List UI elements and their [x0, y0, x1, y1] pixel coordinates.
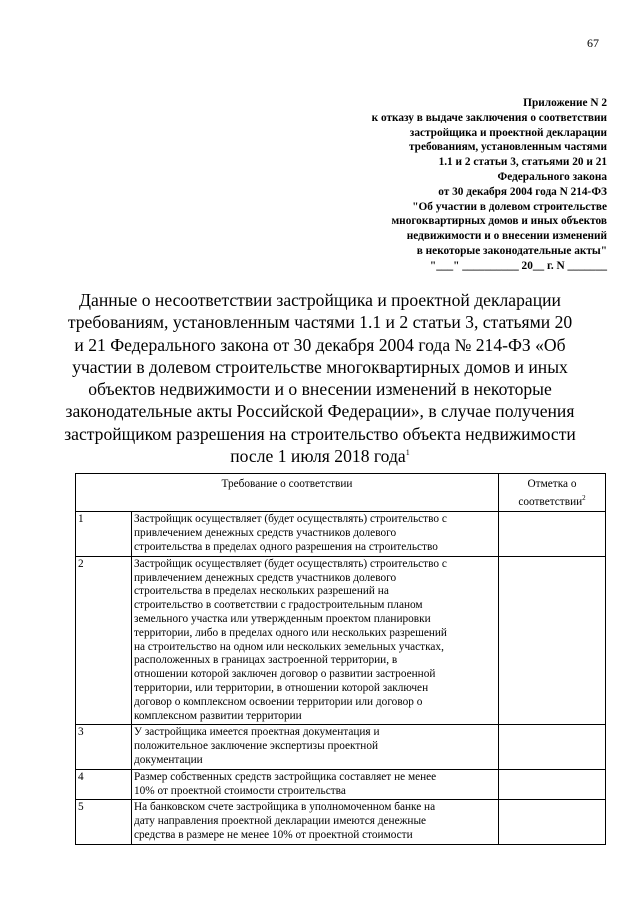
requirement-line: документации: [134, 753, 203, 766]
requirement-line: дату направления проектной декларации имеются денежные: [134, 815, 427, 828]
header-mark-line2: [501, 492, 603, 510]
requirement-line: договор о комплексном освоении территории или договор о: [134, 695, 423, 708]
requirement-line: расположенных в границах застроенной территории, в: [134, 654, 398, 667]
requirement-line: привлечением денежных средств участников долевого: [134, 571, 397, 584]
requirement-line: средства в размере не менее 10% от проектной стоимости: [134, 828, 413, 841]
compliance-mark-cell[interactable]: [499, 800, 606, 844]
requirement-line: на строительство на одном или нескольких земельных участках,: [134, 640, 444, 653]
title-line: объектов недвижимости и о внесении изменений в некоторые: [88, 379, 552, 400]
compliance-mark-cell[interactable]: [499, 725, 606, 769]
table-row: [76, 769, 606, 800]
table-header-row: [76, 474, 606, 512]
requirement-line: привлечением денежных средств участников долевого: [134, 527, 397, 540]
appendix-line: Приложение N 2: [523, 97, 607, 109]
compliance-mark-cell[interactable]: [499, 769, 606, 800]
header-mark: [499, 474, 606, 512]
row-number: 1: [76, 512, 132, 556]
requirement-text: [132, 725, 499, 769]
appendix-line: в некоторые законодательные акты": [416, 244, 607, 257]
table-row: [76, 800, 606, 844]
requirement-line: земельного участка или утвержденным проектом планировки: [134, 612, 431, 625]
header-footnote-ref[interactable]: 2: [582, 493, 586, 502]
requirement-text: [132, 512, 499, 556]
requirement-line: территории, либо в пределах одного или нескольких разрешений: [134, 626, 447, 639]
requirement-line: строительства в пределах одного разрешения на строительство: [134, 540, 438, 553]
header-mark-line: соответствии: [518, 495, 583, 508]
table-row: [76, 556, 606, 725]
requirement-line: Застройщик осуществляет (будет осуществлять) строительство с: [134, 513, 447, 526]
title-line: требованиям, установленным частями 1.1 и 2 статьи 3, статьями 20: [67, 312, 573, 333]
requirement-line: На банковском счете застройщика в уполномоченном банке на: [134, 801, 436, 814]
requirement-line: Размер собственных средств застройщика составляет не менее: [134, 770, 437, 783]
requirement-text: [132, 556, 499, 725]
row-number: 5: [76, 800, 132, 844]
requirement-line: строительства в пределах нескольких разрешений на: [134, 585, 389, 598]
appendix-line: от 30 декабря 2004 года N 214-ФЗ: [438, 185, 607, 198]
header-mark-line: Отметка о: [527, 478, 577, 490]
requirement-line: Застройщик осуществляет (будет осуществлять) строительство с: [134, 557, 447, 570]
requirement-line: У застройщика имеется проектная документация и: [134, 726, 380, 739]
requirement-line: строительство в соответствии с градостроительным планом: [134, 599, 423, 612]
title-line-last: [60, 445, 580, 467]
requirement-line: положительное заключение экспертизы проектной: [134, 740, 379, 753]
table-row: [76, 512, 606, 556]
appendix-line: требованиям, установленным частями: [408, 141, 607, 154]
compliance-mark-cell[interactable]: [499, 556, 606, 725]
appendix-header: [277, 96, 607, 274]
title-line: после 1 июля 2018 года: [230, 446, 406, 467]
requirement-line: 10% от проектной стоимости строительства: [134, 784, 346, 797]
requirement-line: комплексном развитии территории: [134, 709, 302, 722]
row-number: 3: [76, 725, 132, 769]
appendix-line: недвижимости и о внесении изменений: [406, 230, 607, 243]
row-number: 4: [76, 769, 132, 800]
header-requirement: Требование о соответствии: [76, 474, 499, 512]
appendix-line: Федерального закона: [497, 170, 607, 183]
appendix-line: многоквартирных домов и иных объектов: [391, 215, 607, 228]
title-line: участии в долевом строительстве многоквартирных домов и иных: [72, 356, 568, 377]
document-title: [60, 289, 580, 467]
title-line: Данные о несоответствии застройщика и проектной декларации: [79, 290, 561, 310]
page-number: 67: [587, 36, 599, 50]
appendix-line: "Об участии в долевом строительстве: [412, 200, 607, 213]
title-line: и 21 Федерального закона от 30 декабря 2004 года № 214-ФЗ «Об: [74, 334, 566, 355]
table-row: [76, 725, 606, 769]
appendix-line: "___" __________ 20__ г. N _______: [429, 259, 607, 272]
appendix-line: застройщика и проектной декларации: [409, 126, 607, 139]
title-line: законодательные акты Российской Федерации», в случае получения: [65, 401, 575, 422]
title-line: застройщиком разрешения на строительство объекта недвижимости: [64, 423, 576, 444]
requirement-line: отношении которой заключен договор о развитии застроенной: [134, 668, 436, 681]
compliance-mark-cell[interactable]: [499, 512, 606, 556]
appendix-line: к отказу в выдаче заключения о соответствии: [371, 111, 607, 124]
requirement-text: [132, 769, 499, 800]
title-footnote-ref[interactable]: 1: [405, 448, 410, 458]
requirement-line: территории, или территории, в отношении которой заключен: [134, 681, 429, 694]
requirement-text: [132, 800, 499, 844]
requirements-table: [75, 473, 606, 845]
row-number: 2: [76, 556, 132, 725]
appendix-line: 1.1 и 2 статьи 3, статьями 20 и 21: [438, 156, 607, 169]
